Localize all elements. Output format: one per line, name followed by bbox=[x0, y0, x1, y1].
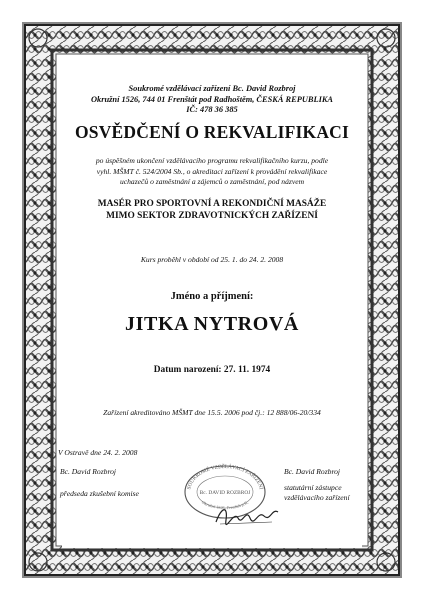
certificate-title: OSVĚDČENÍ O REKVALIFIKACI bbox=[74, 122, 350, 142]
signature-left-role: předseda zkušební komise bbox=[60, 489, 139, 498]
course-name: MASÉR PRO SPORTOVNÍ A REKONDIČNÍ MASÁŽE MIMO SEKTOR ZDRAVOTNICKÝCH ZAŘÍZENÍ bbox=[97, 199, 327, 221]
issuer-name: Soukromé vzdělávací zařízení Bc. David Rozbroj bbox=[128, 84, 296, 93]
svg-text:SOUKROMÉ VZDĚLÁVACÍ ZAŘÍZENÍ: SOUKROMÉ VZDĚLÁVACÍ ZAŘÍZENÍ bbox=[186, 463, 264, 491]
intro-paragraph: po úspěšném ukončení vzdělávacího programu rekvalifikačního kurzu, podle vyhl. MŠMT č. 524/2004 Sb., o akreditaci zařízení k provádění rekvalifikace uchazečů o zaměstnání a zájemců o zaměstnání, pod názvem bbox=[95, 156, 329, 186]
svg-text:Bc. DAVID ROZBROJ: Bc. DAVID ROZBROJ bbox=[199, 490, 251, 496]
signature-left-name: Bc. David Rozbroj bbox=[60, 467, 117, 476]
svg-text:Okružní 1526, Frenštát p.R.: Okružní 1526, Frenštát p.R. bbox=[200, 499, 250, 511]
birth-date: Datum narození: 27. 11. 1974 bbox=[153, 365, 271, 375]
recipient-name: JITKA NYTROVÁ bbox=[125, 313, 299, 335]
handwritten-signature bbox=[212, 500, 282, 530]
issuer-address: Okružní 1526, 744 01 Frenštát pod Radhoštěm, ČESKÁ REPUBLIKA bbox=[91, 94, 333, 104]
issuer-header bbox=[62, 84, 362, 116]
signature-right-name: Bc. David Rozbroj bbox=[284, 467, 341, 476]
accreditation-note: Zařízení akreditováno MŠMT dne 15.5. 2006 pod čj.: 12 888/06-20/334 bbox=[103, 408, 321, 417]
course-period: Kurs proběhl v období od 25. 1. do 24. 2. 2008 bbox=[140, 255, 284, 264]
issuer-id: IČ: 478 36 385 bbox=[186, 105, 238, 115]
signature-right-role: statutární zástupce vzdělávacího zařízení bbox=[284, 483, 350, 502]
place-date: V Ostravě dne 24. 2. 2008 bbox=[58, 448, 138, 457]
name-label: Jméno a příjmení: bbox=[170, 291, 254, 302]
certificate-body bbox=[58, 60, 362, 548]
